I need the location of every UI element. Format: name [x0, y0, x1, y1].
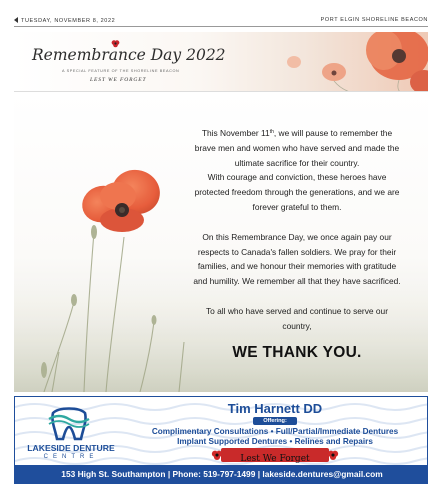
message-line: forever grateful to them.: [252, 201, 342, 212]
thank-you-heading: WE THANK YOU.: [232, 344, 362, 361]
message-line: respects to Canada's fallen soldiers. We pray for their: [197, 246, 397, 257]
banner-motto: LEST WE FORGET: [90, 77, 147, 83]
message-line: ultimate sacrifice for their country.: [234, 157, 360, 168]
lest-we-forget-text: Lest We Forget: [240, 454, 310, 464]
ad-services-line: Complimentary Consultations • Full/Partial/Immediate Dentures: [151, 427, 399, 436]
message-line: On this Remembrance Day, we once again pay our: [202, 231, 392, 242]
denture-centre-ad: [14, 396, 428, 484]
remembrance-message-panel: [14, 92, 428, 392]
ad-contact-footer: 153 High St. Southampton | Phone: 519-797-1499 | lakeside.dentures@gmail.com: [15, 465, 428, 483]
message-superscript: th: [269, 129, 274, 135]
logo-business-tag: CENTRE: [43, 454, 99, 460]
poppy-field-banner-illustration: [194, 32, 428, 92]
lest-we-forget-banner: [221, 448, 329, 462]
issue-date-text: TUESDAY, NOVEMBER 8, 2022: [21, 18, 116, 24]
message-line: To all who have served and continue to serve our: [205, 305, 389, 316]
logo-business-name: LAKESIDE DENTURE: [27, 443, 115, 453]
message-line: With courage and conviction, these heroes have: [207, 172, 387, 183]
paragraph-gap: [182, 289, 412, 304]
paragraph-gap: [182, 215, 412, 230]
feature-banner: [14, 32, 428, 92]
remembrance-message: [182, 126, 412, 334]
poppy-icon: [327, 449, 339, 461]
message-line: protected freedom through the generations, and we are: [194, 187, 400, 198]
tooth-wave-icon: [47, 405, 91, 443]
banner-subtitle: A SPECIAL FEATURE OF THE SHORELINE BEACON: [62, 69, 180, 73]
message-text: This November 11: [201, 128, 270, 138]
message-text: , we will pause to remember the: [273, 128, 393, 138]
ad-services-line: Implant Supported Dentures • Relines and Repairs: [177, 437, 373, 446]
message-line: country,: [282, 320, 312, 331]
header-rule: [14, 26, 428, 27]
message-line: and humility. We remember all that they have sacrificed.: [193, 276, 401, 287]
ad-practitioner-name: Tim Harnett DD: [227, 401, 323, 416]
message-line: brave men and women who have served and made the: [194, 142, 400, 153]
message-line: [182, 126, 412, 141]
publication-name: PORT ELGIN SHORELINE BEACON: [320, 17, 428, 23]
offering-badge: Offering:: [253, 417, 297, 425]
message-line: families, and we honour their memories with gratitude: [197, 261, 397, 272]
banner-title: Remembrance Day 2022: [32, 46, 226, 64]
issue-date: [14, 17, 115, 24]
lakeside-logo: [21, 403, 115, 461]
page-arrow-icon: [14, 17, 18, 23]
